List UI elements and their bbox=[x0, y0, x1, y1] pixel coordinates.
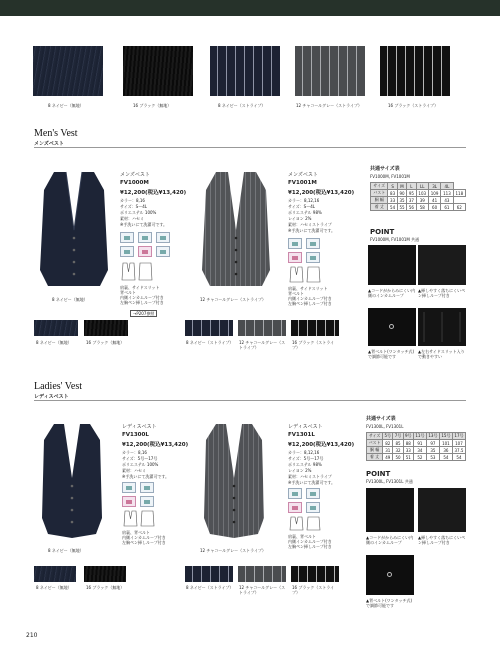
detail-photo-side-slit bbox=[418, 308, 466, 346]
feature-line: 左胸ペン挿しループ付き bbox=[120, 300, 164, 305]
table-row: サイズ 5号 7号 9号 11号 13号 15号 17号 bbox=[367, 433, 466, 440]
feature-line: 肩裏、サイドスリット bbox=[120, 285, 160, 290]
vest-photo-navy bbox=[36, 422, 108, 540]
swatch-label: 16 ブラック（ストライプ） bbox=[292, 340, 335, 350]
point-note: ▲挿しやすく落ちにくいペン挿しループ付き bbox=[418, 535, 466, 545]
spec-line: 素材：ハセミストライプ bbox=[288, 474, 332, 479]
spec-line: サイズ：S～4L bbox=[288, 204, 315, 209]
color-swatch-navy-stripe bbox=[185, 566, 233, 582]
spec-line: ポリエステル 100% bbox=[122, 462, 159, 467]
product-price: ¥12,200(税込¥13,420) bbox=[288, 190, 355, 196]
care-icon bbox=[156, 246, 170, 257]
care-icon bbox=[288, 488, 302, 499]
color-swatch-navy bbox=[34, 566, 76, 582]
fabric-label: 8 ネイビー（無地） bbox=[48, 103, 84, 108]
spec-line: サイズ：5号～17号 bbox=[288, 456, 324, 461]
fabric-label: 16 ブラック（無地） bbox=[133, 103, 172, 108]
section-divider bbox=[34, 147, 466, 148]
swatch-label: 8 ネイビー（無地） bbox=[36, 340, 72, 345]
color-swatch-black bbox=[84, 320, 128, 336]
product-model: FV1300L bbox=[122, 432, 149, 438]
fabric-swatch-gray-stripe bbox=[295, 46, 365, 96]
section-title: Men's Vest bbox=[34, 128, 78, 139]
table-row: バスト 83 90 95 103 109 113 118 bbox=[371, 190, 466, 197]
vest-photo-gray-stripe bbox=[198, 422, 270, 540]
size-table bbox=[370, 182, 466, 211]
swatch-label: 16 ブラック（ストライプ） bbox=[292, 585, 335, 595]
product-model: FV1301L bbox=[288, 432, 315, 438]
care-icon bbox=[138, 232, 152, 243]
product-price: ¥12,200(税込¥13,420) bbox=[120, 190, 187, 196]
fabric-swatch-black bbox=[123, 46, 193, 96]
point-note: ▲左右サイドスリット入りで動きやすい bbox=[418, 349, 465, 359]
product-name: レディスベスト bbox=[288, 424, 323, 430]
section-title: Ladies' Vest bbox=[34, 381, 82, 392]
table-row: 胴 幅 33 35 37 39 41 43 bbox=[371, 197, 466, 204]
feature-line: 背ベルト bbox=[120, 290, 136, 295]
feature-line: 内側インカムループ付き bbox=[120, 295, 164, 300]
care-icon bbox=[306, 488, 320, 499]
swatch-label: 8 ネイビー（ストライプ） bbox=[186, 340, 234, 345]
point-note: ▲背ベルト(ワンタッチ式)で調節可能です bbox=[368, 349, 415, 359]
size-table-title: 共通サイズ表 bbox=[366, 416, 396, 422]
page-reference-link[interactable]: →P207参照 bbox=[130, 310, 157, 317]
feature-line: 肩裏、サイドスリット bbox=[288, 286, 328, 291]
feature-line: 左胸ペン挿しループ付き bbox=[288, 544, 332, 549]
color-swatch-gray-stripe bbox=[238, 320, 286, 336]
color-swatch-gray-stripe bbox=[238, 566, 286, 582]
spec-line: ※手洗いにて洗濯可です。 bbox=[288, 228, 336, 233]
vest-sketch-icon bbox=[120, 262, 154, 282]
feature-line: 肩裏、背ベルト bbox=[288, 534, 316, 539]
spec-line: 素材：ハセミ bbox=[120, 216, 144, 221]
spec-line: ポリエステル 98% bbox=[288, 210, 322, 215]
spec-line: カラー：8,12,16 bbox=[288, 450, 320, 455]
swatch-label: 8 ネイビー（ストライプ） bbox=[186, 585, 234, 590]
spec-line: レイヨン 2% bbox=[288, 468, 312, 473]
point-note: ▲コードがからみにくい内側のインカムループ bbox=[368, 288, 416, 298]
care-icon bbox=[288, 502, 302, 513]
point-note: ▲背ベルト(ワンタッチ式)で調節可能です bbox=[366, 598, 413, 608]
section-subtitle: メンズベスト bbox=[34, 141, 64, 147]
swatch-label: 16 ブラック（無地） bbox=[86, 585, 125, 590]
swatch-label: 12 チャコールグレー（ストライプ） bbox=[239, 585, 286, 595]
color-swatch-black-stripe bbox=[291, 566, 339, 582]
care-icon bbox=[306, 252, 320, 263]
spec-line: 素材：ハセミストライプ bbox=[288, 222, 332, 227]
point-models: FV1000M, FV1001M 共通 bbox=[370, 237, 420, 242]
size-table bbox=[366, 432, 466, 461]
fabric-swatch-navy bbox=[33, 46, 103, 96]
vest-sketch-icon bbox=[288, 516, 322, 532]
detail-photo-incam-loop bbox=[368, 245, 416, 285]
care-icon bbox=[122, 482, 136, 493]
care-icon bbox=[138, 246, 152, 257]
vest-sketch-icon bbox=[122, 510, 156, 528]
photo-caption: 8 ネイビー（無地） bbox=[48, 548, 84, 553]
table-row: 着 丈 54 55 56 58 60 61 62 bbox=[371, 204, 466, 211]
color-swatch-navy-stripe bbox=[185, 320, 233, 336]
table-row: 着 丈 49 50 51 52 53 54 54 bbox=[367, 454, 466, 461]
spec-line: 素材：ハセミ bbox=[122, 468, 146, 473]
spec-line: ポリエステル 98% bbox=[288, 462, 322, 467]
care-icon bbox=[120, 232, 134, 243]
care-icon bbox=[140, 482, 154, 493]
fabric-label: 8 ネイビー（ストライプ） bbox=[218, 103, 266, 108]
color-swatch-black-stripe bbox=[291, 320, 339, 336]
spec-line: ※手洗いにて洗濯可です。 bbox=[120, 222, 168, 227]
fabric-swatch-navy-stripe bbox=[210, 46, 280, 96]
care-icon bbox=[306, 502, 320, 513]
feature-line: 肩裏、背ベルト bbox=[122, 530, 150, 535]
size-table-models: FV1300L, FV1301L bbox=[366, 424, 404, 429]
care-icon bbox=[306, 238, 320, 249]
point-note: ▲挿しやすく落ちにくいペン挿しループ付き bbox=[418, 288, 466, 298]
care-icon bbox=[122, 496, 136, 507]
spec-line: サイズ：S～4L bbox=[120, 204, 147, 209]
spec-line: カラー：8,16 bbox=[120, 198, 145, 203]
table-row: 胴 幅 31 32 33 34 35 36 37.5 bbox=[367, 447, 466, 454]
vest-sketch-icon bbox=[288, 266, 322, 284]
feature-line: 内側インカムループ付き bbox=[288, 296, 332, 301]
point-title: POINT bbox=[370, 228, 395, 236]
care-icon bbox=[140, 496, 154, 507]
table-row: バスト 82 85 88 91 97 101 107 bbox=[367, 440, 466, 447]
feature-line: 背ベルト bbox=[288, 291, 304, 296]
page-number: 210 bbox=[26, 632, 38, 639]
care-icon bbox=[156, 232, 170, 243]
product-name: メンズベスト bbox=[120, 172, 150, 178]
feature-line: 内側インカムループ付き bbox=[288, 539, 332, 544]
point-note: ▲コードがからみにくい内側のインカムループ bbox=[366, 535, 414, 545]
care-icon bbox=[120, 246, 134, 257]
vest-photo-navy bbox=[38, 170, 110, 288]
feature-line: 内側インカムループ付き bbox=[122, 535, 166, 540]
product-name: メンズベスト bbox=[288, 172, 318, 178]
product-price: ¥12,200(税込¥13,420) bbox=[122, 442, 189, 448]
care-icon bbox=[288, 238, 302, 249]
buckle-icon bbox=[389, 324, 394, 329]
header-bar bbox=[0, 0, 500, 16]
care-icon bbox=[288, 252, 302, 263]
buckle-icon bbox=[387, 572, 392, 577]
spec-line: サイズ：5号～17号 bbox=[122, 456, 158, 461]
product-model: FV1000M bbox=[120, 180, 149, 186]
size-table-models: FV1000M, FV1001M bbox=[370, 174, 410, 179]
spec-line: カラー：8,12,16 bbox=[288, 198, 320, 203]
spec-line: ポリエステル 100% bbox=[120, 210, 157, 215]
spec-line: ※手洗いにて洗濯可です。 bbox=[122, 474, 170, 479]
product-name: レディスベスト bbox=[122, 424, 157, 430]
photo-caption: 12 チャコールグレー（ストライプ） bbox=[200, 297, 266, 302]
product-model: FV1001M bbox=[288, 180, 317, 186]
color-swatch-navy bbox=[34, 320, 78, 336]
spec-line: レイヨン 2% bbox=[288, 216, 312, 221]
spec-line: ※手洗いにて洗濯可です。 bbox=[288, 480, 336, 485]
feature-line: 左胸ペン挿しループ付き bbox=[288, 301, 332, 306]
table-row: サイズ S M L LL 3L 4L bbox=[371, 183, 466, 190]
point-title: POINT bbox=[366, 470, 391, 478]
fabric-swatch-black-stripe bbox=[380, 46, 450, 96]
section-divider bbox=[34, 400, 466, 401]
color-swatch-black bbox=[84, 566, 126, 582]
detail-photo-pen-loop bbox=[418, 245, 466, 285]
product-price: ¥12,200(税込¥13,420) bbox=[288, 442, 355, 448]
swatch-label: 8 ネイビー（無地） bbox=[36, 585, 72, 590]
size-table-title: 共通サイズ表 bbox=[370, 166, 400, 172]
point-models: FV1300L, FV1301L 共通 bbox=[366, 479, 413, 484]
vest-photo-gray-stripe bbox=[200, 170, 272, 288]
section-subtitle: レディスベスト bbox=[34, 394, 69, 400]
fabric-label: 16 ブラック（ストライプ） bbox=[388, 103, 439, 108]
swatch-label: 16 ブラック（無地） bbox=[86, 340, 125, 345]
spec-line: カラー：8,16 bbox=[122, 450, 147, 455]
feature-line: 左胸ペン挿しループ付き bbox=[122, 540, 166, 545]
photo-caption: 8 ネイビー（無地） bbox=[52, 297, 88, 302]
detail-photo-pen-loop bbox=[418, 488, 466, 532]
detail-photo-incam-loop bbox=[366, 488, 414, 532]
fabric-label: 12 チャコールグレー（ストライプ） bbox=[296, 103, 362, 108]
swatch-label: 12 チャコールグレー（ストライプ） bbox=[239, 340, 286, 350]
photo-caption: 12 チャコールグレー（ストライプ） bbox=[200, 548, 266, 553]
